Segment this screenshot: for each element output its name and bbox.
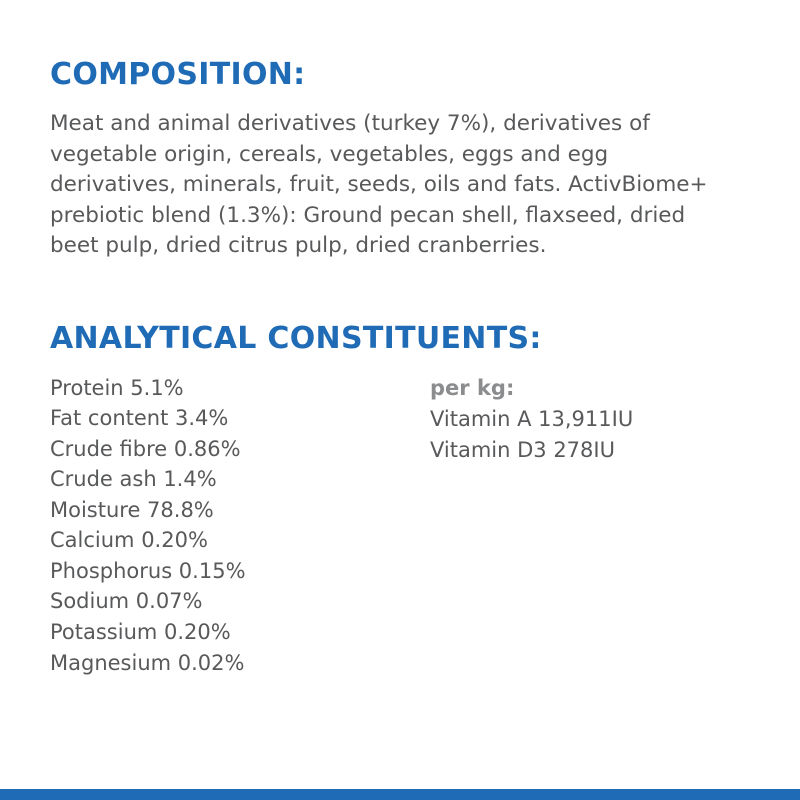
list-item: Potassium 0.20% xyxy=(50,619,231,644)
list-item: Vitamin A 13,911IU xyxy=(430,407,634,432)
composition-heading: COMPOSITION: xyxy=(50,57,306,92)
list-item: Phosphorus 0.15% xyxy=(50,558,246,583)
bottom-accent-bar xyxy=(0,789,800,800)
nutrient-list xyxy=(50,373,430,678)
composition-section xyxy=(50,58,750,262)
list-item: Vitamin D3 278IU xyxy=(430,437,615,462)
list-item: Protein 5.1% xyxy=(50,375,184,400)
list-item: Crude fibre 0.86% xyxy=(50,436,241,461)
list-item: Calcium 0.20% xyxy=(50,528,208,553)
per-kg-label: per kg: xyxy=(430,375,515,400)
composition-text: Meat and animal derivatives (turkey 7%), derivatives of vegetable origin, cereals, vegetables, eggs and egg derivatives, minerals, fruit, seeds, oils and fats. ActivBiome+ prebiotic blend (1.3%): Ground pecan shell, flaxseed, dried beet pulp, dried citrus pulp, dried cranberries. xyxy=(50,111,708,259)
list-item: Moisture 78.8% xyxy=(50,497,214,522)
analytical-constituents-section xyxy=(50,322,750,678)
list-item: Sodium 0.07% xyxy=(50,589,203,614)
analytical-columns xyxy=(50,373,750,678)
analytical-constituents-heading: ANALYTICAL CONSTITUENTS: xyxy=(50,320,542,356)
list-item: Fat content 3.4% xyxy=(50,406,229,431)
list-item: Crude ash 1.4% xyxy=(50,467,217,492)
vitamin-list xyxy=(430,373,750,466)
list-item: Magnesium 0.02% xyxy=(50,650,245,675)
